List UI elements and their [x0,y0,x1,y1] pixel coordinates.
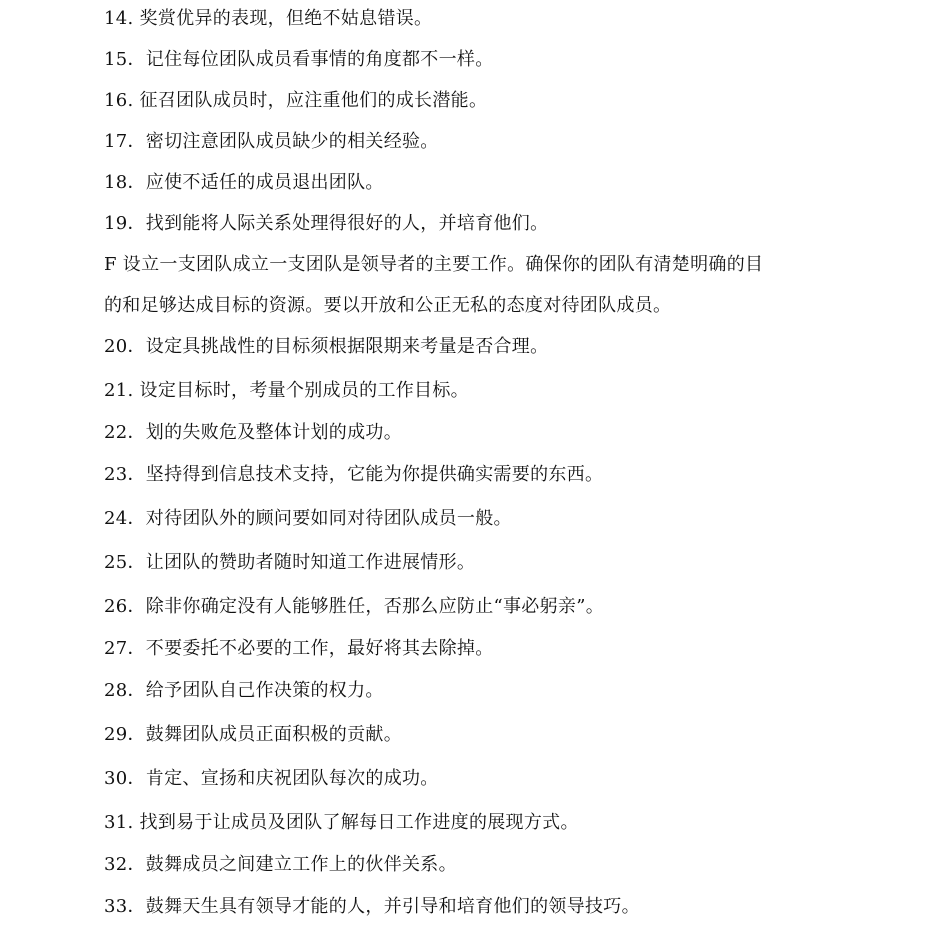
list-item-22: 22．划的失败危及整体计划的成功。 [104,422,403,443]
list-item-33: 33．鼓舞天生具有领导才能的人，并引导和培育他们的领导技巧。 [104,896,640,917]
list-item-29: 29．鼓舞团队成员正面积极的贡献。 [104,724,403,745]
list-item-32: 32．鼓舞成员之间建立工作上的伙伴关系。 [104,854,457,875]
list-item-15: 15．记住每位团队成员看事情的角度都不一样。 [104,49,494,70]
list-item-19: 19．找到能将人际关系处理得很好的人，并培育他们。 [104,213,549,234]
list-item-30: 30．肯定、宣扬和庆祝团队每次的成功。 [104,768,439,789]
list-item-28: 28．给予团队自己作决策的权力。 [104,680,384,701]
list-item-31: 31. 找到易于让成员及团队了解每日工作进度的展现方式。 [104,812,579,833]
list-item-25: 25．让团队的赞助者随时知道工作进展情形。 [104,552,476,573]
list-item-21: 21. 设定目标时，考量个别成员的工作目标。 [104,380,469,401]
list-item-24: 24．对待团队外的顾问要如同对待团队成员一般。 [104,508,512,529]
list-item-16: 16. 征召团队成员时，应注重他们的成长潜能。 [104,90,488,111]
section-f-text: 的和足够达成目标的资源。要以开放和公正无私的态度对待团队成员。 [104,295,672,316]
list-item-27: 27．不要委托不必要的工作，最好将其去除掉。 [104,638,494,659]
list-item-23: 23．坚持得到信息技术支持，它能为你提供确实需要的东西。 [104,464,604,485]
list-item-14: 14. 奖赏优异的表现，但绝不姑息错误。 [104,8,433,29]
document-body [104,8,844,917]
section-f-heading: F 设立一支团队成立一支团队是领导者的主要工作。确保你的团队有清楚明确的目 [104,254,764,275]
list-item-26: 26．除非你确定没有人能够胜任，否那么应防止“事必躬亲”。 [104,596,605,617]
list-item-20: 20．设定具挑战性的目标须根据限期来考量是否合理。 [104,336,549,357]
list-item-17: 17．密切注意团队成员缺少的相关经验。 [104,131,439,152]
list-item-18: 18．应使不适任的成员退出团队。 [104,172,384,193]
